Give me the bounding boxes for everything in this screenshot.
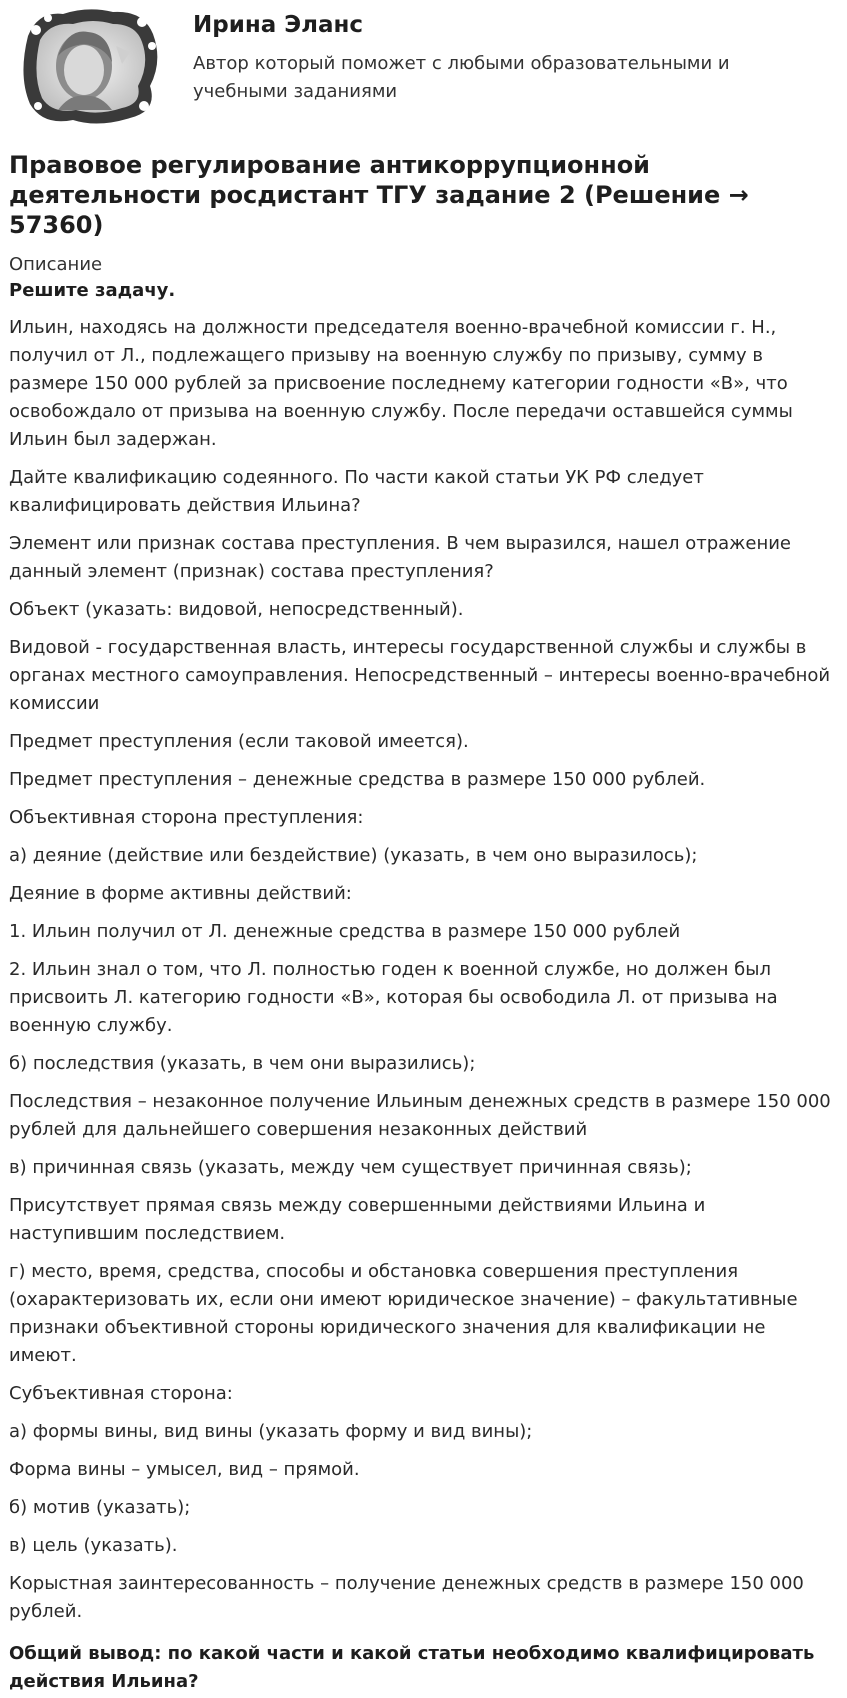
paragraph: б) мотив (указать); (9, 1497, 191, 1518)
section-label: Описание (9, 254, 103, 275)
paragraph: в) причинная связь (указать, между чем существует причинная связь); (9, 1157, 692, 1178)
task-body (9, 314, 838, 1626)
paragraph: 2. Ильин знал о том, что Л. полностью годен к военной службе, но должен был присвоить Л. категорию годности «В», которая бы освободила Л. от призыва на военную службу. (9, 959, 778, 1036)
paragraph: Последствия – незаконное получение Ильиным денежных средств в размере 150 000 рублей для дальнейшего совершения незаконных действий (9, 1091, 831, 1140)
paragraph: Корыстная заинтересованность – получение денежных средств в размере 150 000 рублей. (9, 1573, 804, 1622)
paragraph: в) цель (указать). (9, 1535, 178, 1556)
conclusion: Общий вывод: по какой части и какой статьи необходимо квалифицировать действия Ильина? (9, 1643, 815, 1692)
paragraph: а) формы вины, вид вины (указать форму и вид вины); (9, 1421, 533, 1442)
author-description: Автор который поможет с любыми образовательными и учебными заданиями (193, 53, 730, 102)
author-avatar[interactable] (18, 6, 161, 126)
page-title: Правовое регулирование антикоррупционной деятельности росдистант ТГУ задание 2 (Решение → 57360) (9, 151, 749, 239)
paragraph: г) место, время, средства, способы и обстановка совершения преступления (охарактеризовать их, если они имеют юридическое значение) – факультативные признаки объективной стороны юридического значения для квалификации не имеют. (9, 1261, 798, 1366)
paragraph: Деяние в форме активны действий: (9, 883, 352, 904)
paragraph: Форма вины – умысел, вид – прямой. (9, 1459, 360, 1480)
paragraph: Ильин, находясь на должности председателя военно-врачебной комиссии г. Н., получил от Л., подлежащего призыву на военную службу по призыву, сумму в размере 150 000 рублей за присвоение последнему категории годности «В», что освобождало от призыва на военную службу. После передачи оставшейся суммы Ильин был задержан. (9, 317, 793, 450)
paragraph: Видовой - государственная власть, интересы государственной службы и службы в органах местного самоуправления. Непосредственный – интересы военно-врачебной комиссии (9, 637, 831, 714)
author-name[interactable]: Ирина Эланс (193, 12, 364, 38)
author-card (9, 0, 838, 140)
task-heading: Решите задачу. (9, 280, 176, 301)
paragraph: Предмет преступления – денежные средства в размере 150 000 рублей. (9, 769, 706, 790)
paragraph: Предмет преступления (если таковой имеется). (9, 731, 469, 752)
paragraph: Объект (указать: видовой, непосредственный). (9, 599, 464, 620)
paragraph: Дайте квалификацию содеянного. По части какой статьи УК РФ следует квалифицировать действия Ильина? (9, 467, 704, 516)
paragraph: Элемент или признак состава преступления. В чем выразился, нашел отражение данный элемент (признак) состава преступления? (9, 533, 791, 582)
paragraph: Объективная сторона преступления: (9, 807, 364, 828)
paragraph: Субъективная сторона: (9, 1383, 233, 1404)
paragraph: Присутствует прямая связь между совершенными действиями Ильина и наступившим последствием. (9, 1195, 706, 1244)
paragraph: а) деяние (действие или бездействие) (указать, в чем оно выразилось); (9, 845, 698, 866)
paragraph: б) последствия (указать, в чем они выразились); (9, 1053, 476, 1074)
paragraph: 1. Ильин получил от Л. денежные средства в размере 150 000 рублей (9, 921, 681, 942)
